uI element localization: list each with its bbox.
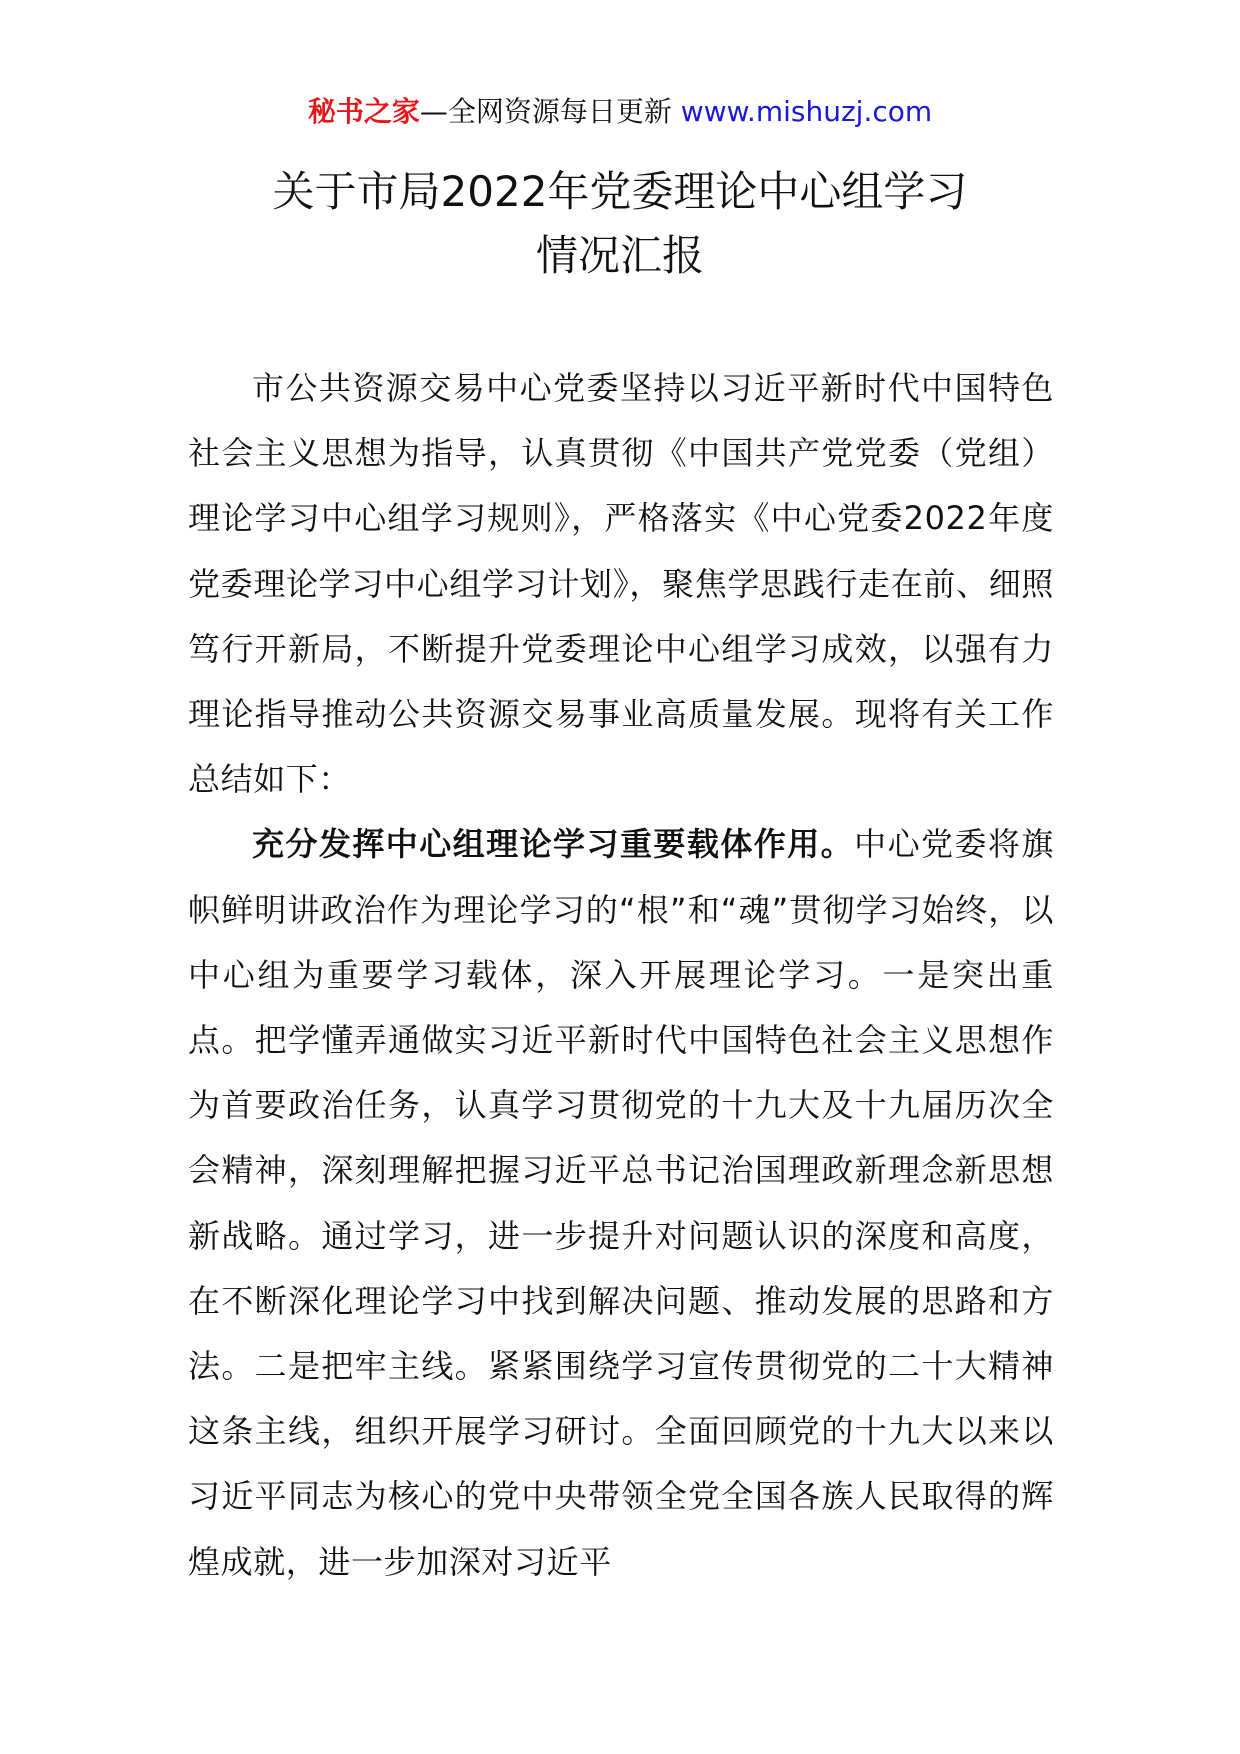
header-tagline: —全网资源每日更新 bbox=[419, 95, 672, 128]
section-body: 中心党委将旗帜鲜明讲政治作为理论学习的“根”和“魂”贯彻学习始终，以中心组为重要学习载体，深入开展理论学习。一是突出重点。把学懂弄通做实习近平新时代中国特色社会主义思想作为首要政治任务，认真学习贯彻党的十九大及十九届历次全会精神，深刻理解把握习近平总书记治国理政新理念新思想新战略。通过学习，进一步提升对问题认识的深度和高度，在不断深化理论学习中找到解决问题、推动发展的思路和方法。二是把牢主线。紧紧围绕学习宣传贯彻党的二十大精神这条主线，组织开展学习研讨。全面回顾党的十九大以来以习近平同志为核心的党中央带领全党全国各族人民取得的辉煌成就，进一步加深对习近平 bbox=[188, 825, 1054, 1581]
document-title bbox=[0, 160, 1240, 288]
title-line-2: 情况汇报 bbox=[535, 231, 704, 280]
title-line-1: 关于市局2022年党委理论中心组学习 bbox=[272, 167, 968, 216]
document-body bbox=[188, 356, 1054, 1595]
brand-name: 秘书之家 bbox=[307, 95, 420, 128]
website-link[interactable]: www.mishuzj.com bbox=[680, 95, 933, 128]
paragraph-intro: 市公共资源交易中心党委坚持以习近平新时代中国特色社会主义思想为指导，认真贯彻《中国共产党党委（党组）理论学习中心组学习规则》，严格落实《中心党委2022年度党委理论学习中心组学习计划》，聚焦学思践行走在前、细照笃行开新局，不断提升党委理论中心组学习成效，以强有力理论指导推动公共资源交易事业高质量发展。现将有关工作总结如下： bbox=[188, 369, 1054, 799]
paragraph-section-1 bbox=[188, 812, 1054, 1594]
section-heading: 充分发挥中心组理论学习重要载体作用。 bbox=[252, 825, 855, 864]
site-header bbox=[0, 92, 1240, 132]
